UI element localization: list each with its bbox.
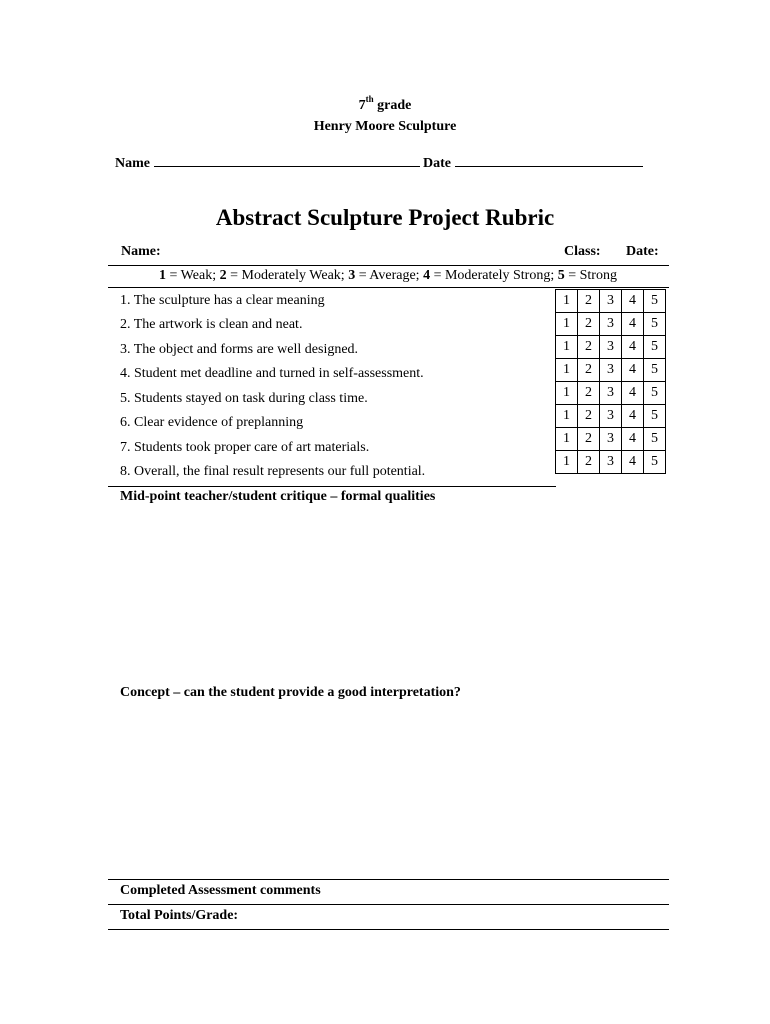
scale-num: 1: [159, 268, 167, 283]
grade-word: grade: [377, 98, 412, 113]
score-cell[interactable]: 2: [578, 359, 600, 382]
scale-num: 3: [348, 268, 356, 283]
score-row: [556, 405, 666, 428]
grade-suffix: th: [365, 94, 374, 104]
rubric-date-label: Date:: [626, 244, 659, 259]
criterion-1: 1. The sculpture has a clear meaning: [120, 293, 325, 308]
score-cell[interactable]: 5: [644, 290, 666, 313]
score-cell[interactable]: 2: [578, 290, 600, 313]
score-row: [556, 313, 666, 336]
scale-text: = Weak;: [166, 268, 220, 283]
score-row: [556, 336, 666, 359]
criterion-7: 7. Students took proper care of art materials.: [120, 440, 370, 455]
rubric-class-label: Class:: [564, 244, 601, 259]
score-grid: [555, 289, 666, 474]
score-cell[interactable]: 5: [644, 359, 666, 382]
score-cell[interactable]: 3: [600, 359, 622, 382]
score-cell[interactable]: 2: [578, 382, 600, 405]
score-cell[interactable]: 4: [622, 428, 644, 451]
score-row: [556, 359, 666, 382]
score-cell[interactable]: 4: [622, 382, 644, 405]
name-label: Name: [115, 156, 150, 171]
rubric-title: Abstract Sculpture Project Rubric: [215, 205, 555, 230]
score-cell[interactable]: 3: [600, 336, 622, 359]
score-cell[interactable]: 3: [600, 382, 622, 405]
name-blank[interactable]: [154, 154, 420, 167]
completed-assessment-heading: Completed Assessment comments: [120, 883, 321, 898]
score-cell[interactable]: 5: [644, 313, 666, 336]
scale-text: = Average;: [355, 268, 424, 283]
total-points-heading: Total Points/Grade:: [120, 908, 239, 923]
divider-top: [108, 265, 669, 266]
score-row: [556, 428, 666, 451]
scale-legend: [108, 268, 668, 284]
criterion-8: 8. Overall, the final result represents our full potential.: [120, 464, 426, 479]
score-cell[interactable]: 5: [644, 428, 666, 451]
score-cell[interactable]: 3: [600, 451, 622, 474]
score-cell[interactable]: 4: [622, 359, 644, 382]
course-title: Henry Moore Sculpture: [313, 119, 457, 134]
scale-text: = Moderately Strong;: [430, 268, 558, 283]
date-blank[interactable]: [455, 154, 643, 167]
date-label: Date: [423, 156, 451, 171]
midpoint-critique-heading: Mid-point teacher/student critique – formal qualities: [120, 489, 436, 504]
concept-heading: Concept – can the student provide a good interpretation?: [120, 685, 461, 700]
criterion-4: 4. Student met deadline and turned in self-assessment.: [120, 366, 424, 381]
score-cell[interactable]: 3: [600, 405, 622, 428]
score-cell[interactable]: 4: [622, 336, 644, 359]
score-cell[interactable]: 5: [644, 382, 666, 405]
score-row: [556, 382, 666, 405]
score-cell[interactable]: 4: [622, 405, 644, 428]
name-date-row: [115, 154, 643, 172]
scale-text: = Strong: [564, 268, 617, 283]
score-cell[interactable]: 2: [578, 405, 600, 428]
grade-line: [0, 94, 770, 114]
score-cell[interactable]: 1: [556, 428, 578, 451]
criterion-2: 2. The artwork is clean and neat.: [120, 317, 303, 332]
score-cell[interactable]: 1: [556, 290, 578, 313]
divider-total: [108, 904, 669, 905]
score-row: [556, 290, 666, 313]
scale-num: 2: [219, 268, 227, 283]
scale-num: 5: [557, 268, 565, 283]
score-cell[interactable]: 2: [578, 451, 600, 474]
score-cell[interactable]: 4: [622, 451, 644, 474]
divider-completed: [108, 879, 669, 880]
score-row: [556, 451, 666, 474]
score-cell[interactable]: 5: [644, 336, 666, 359]
divider-criteria-bottom: [108, 486, 556, 487]
score-cell[interactable]: 1: [556, 451, 578, 474]
score-cell[interactable]: 2: [578, 336, 600, 359]
score-cell[interactable]: 5: [644, 405, 666, 428]
score-cell[interactable]: 3: [600, 290, 622, 313]
score-cell[interactable]: 5: [644, 451, 666, 474]
scale-num: 4: [423, 268, 431, 283]
divider-scale: [108, 287, 669, 288]
score-cell[interactable]: 2: [578, 428, 600, 451]
score-cell[interactable]: 4: [622, 290, 644, 313]
grade-number: 7: [358, 98, 366, 113]
score-cell[interactable]: 2: [578, 313, 600, 336]
score-cell[interactable]: 1: [556, 336, 578, 359]
score-cell[interactable]: 3: [600, 313, 622, 336]
criterion-3: 3. The object and forms are well designed.: [120, 342, 359, 357]
criterion-5: 5. Students stayed on task during class time.: [120, 391, 368, 406]
score-cell[interactable]: 3: [600, 428, 622, 451]
divider-bottom: [108, 929, 669, 930]
rubric-name-label: Name:: [121, 244, 161, 259]
score-cell[interactable]: 1: [556, 405, 578, 428]
scale-text: = Moderately Weak;: [226, 268, 349, 283]
score-cell[interactable]: 1: [556, 313, 578, 336]
score-cell[interactable]: 4: [622, 313, 644, 336]
score-cell[interactable]: 1: [556, 382, 578, 405]
criterion-6: 6. Clear evidence of preplanning: [120, 415, 304, 430]
score-cell[interactable]: 1: [556, 359, 578, 382]
